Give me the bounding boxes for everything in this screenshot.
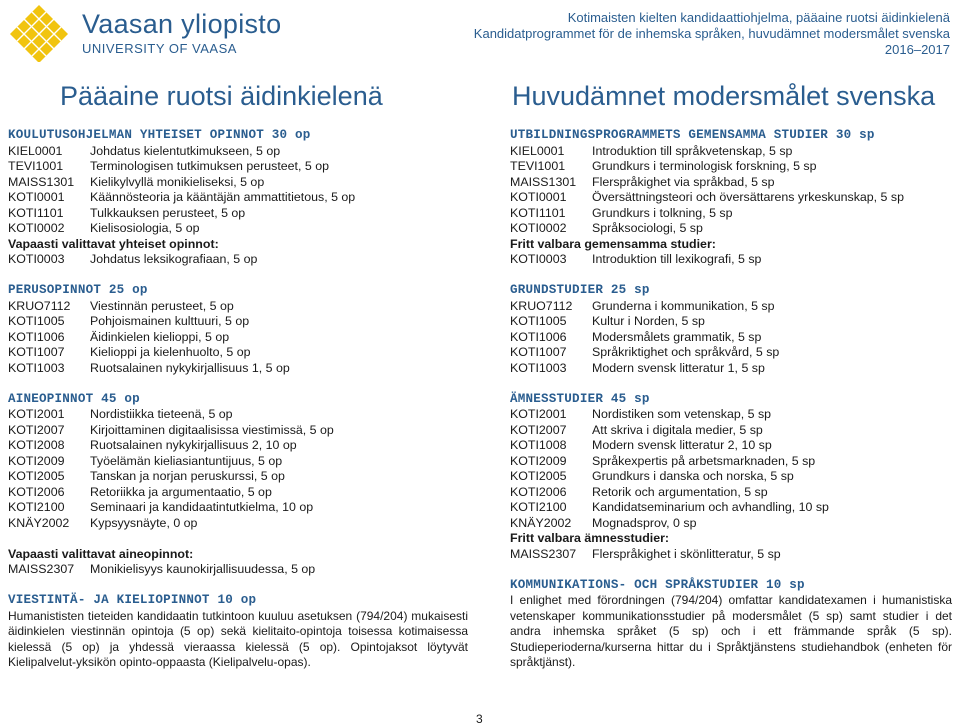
course-name: Språkexpertis på arbetsmarknaden, 5 sp xyxy=(592,453,816,468)
course-row xyxy=(8,206,468,222)
course-row xyxy=(8,190,468,206)
course-row xyxy=(8,500,468,516)
course-row xyxy=(510,252,952,268)
course-code: KOTI2005 xyxy=(8,469,65,483)
course-code: KOTI2009 xyxy=(8,453,65,468)
course-row xyxy=(510,454,952,470)
course-code: KOTI2005 xyxy=(510,469,567,483)
course-name: Pohjoismainen kulttuuri, 5 op xyxy=(90,314,250,328)
course-name: Modern svensk litteratur 2, 10 sp xyxy=(592,438,772,452)
course-code: KOTI2100 xyxy=(8,500,65,514)
course-name: Kielikylvyllä monikieliseksi, 5 op xyxy=(90,174,265,189)
course-name: Grundkurs i tolkning, 5 sp xyxy=(592,205,733,220)
course-name: Kielioppi ja kielenhuolto, 5 op xyxy=(90,345,251,359)
course-code: KOTI2007 xyxy=(510,422,567,437)
program-title-fi: Kotimaisten kielten kandidaattiohjelma, pääaine ruotsi äidinkielenä xyxy=(567,10,950,25)
course-name: Nordistiken som vetenskap, 5 sp xyxy=(592,407,772,421)
course-row xyxy=(8,485,468,501)
course-row xyxy=(510,500,952,516)
course-code: MAISS2307 xyxy=(8,562,75,576)
course-code: KOTI0001 xyxy=(8,190,65,204)
course-code: KOTI0001 xyxy=(510,190,567,204)
course-row xyxy=(510,469,952,485)
course-code: KOTI0002 xyxy=(510,221,567,235)
course-name: Introduktion till lexikografi, 5 sp xyxy=(592,252,762,266)
course-name: Språkriktighet och språkvård, 5 sp xyxy=(592,345,780,359)
finnish-column xyxy=(8,80,468,671)
course-row xyxy=(8,407,468,423)
course-row xyxy=(510,314,952,330)
course-code: KNÄY2002 xyxy=(510,515,572,530)
course-row xyxy=(510,361,952,377)
course-code: KOTI1007 xyxy=(8,345,65,359)
course-row xyxy=(510,175,952,191)
university-logo-icon xyxy=(8,4,70,62)
course-code: KOTI1006 xyxy=(510,329,567,344)
course-row xyxy=(510,423,952,439)
course-name: Johdatus leksikografiaan, 5 op xyxy=(90,252,258,266)
course-code: KOTI1003 xyxy=(510,360,567,375)
course-row xyxy=(8,175,468,191)
course-code: KOTI1101 xyxy=(510,205,566,220)
course-code: KOTI2006 xyxy=(510,484,567,499)
course-code: KIEL0001 xyxy=(8,143,63,158)
course-name: Johdatus kielentutkimukseen, 5 op xyxy=(90,143,281,158)
course-row xyxy=(510,485,952,501)
course-name: Viestinnän perusteet, 5 op xyxy=(90,298,234,313)
course-row xyxy=(8,469,468,485)
academic-years: 2016–2017 xyxy=(884,42,950,57)
course-name: Grunderna i kommunikation, 5 sp xyxy=(592,298,775,313)
optional-heading: Vapaasti valittavat aineopinnot: xyxy=(8,546,194,561)
course-row xyxy=(510,330,952,346)
course-name: Grundkurs i terminologisk forskning, 5 sp xyxy=(592,159,817,173)
course-row xyxy=(510,438,952,454)
course-code: TEVI1001 xyxy=(8,159,64,173)
course-name: Seminaari ja kandidaatintutkielma, 10 op xyxy=(90,500,314,514)
optional-heading: Fritt valbara gemensamma studier: xyxy=(510,236,716,251)
course-code: KIEL0001 xyxy=(510,143,565,158)
course-code: KOTI2100 xyxy=(510,500,567,514)
course-row xyxy=(510,547,952,563)
course-code: KOTI0003 xyxy=(8,252,65,266)
course-name: Ruotsalainen nykykirjallisuus 2, 10 op xyxy=(90,438,297,452)
column-title-fi: Pääaine ruotsi äidinkielenä xyxy=(60,81,383,111)
course-row xyxy=(8,516,468,532)
course-name: Monikielisyys kaunokirjallisuudessa, 5 op xyxy=(90,562,316,576)
course-code: KOTI2007 xyxy=(8,422,65,437)
course-code: KOTI2001 xyxy=(8,407,65,421)
course-name: Kielisosiologia, 5 op xyxy=(90,221,200,235)
course-name: Käännösteoria ja kääntäjän ammattitietous, 5 op xyxy=(90,190,356,204)
course-code: KOTI2001 xyxy=(510,407,567,421)
course-code: KOTI0003 xyxy=(510,252,567,266)
course-row xyxy=(510,299,952,315)
course-code: KOTI1006 xyxy=(8,329,65,344)
course-code: KOTI0002 xyxy=(8,221,65,235)
swedish-column xyxy=(510,80,952,671)
course-row xyxy=(510,221,952,237)
column-title-sv: Huvudämnet modersmålet svenska xyxy=(512,81,936,111)
course-row xyxy=(8,345,468,361)
course-name: Kultur i Norden, 5 sp xyxy=(592,314,705,328)
course-name: Introduktion till språkvetenskap, 5 sp xyxy=(592,143,793,158)
course-row xyxy=(510,144,952,160)
section-heading: UTBILDNINGSPROGRAMMETS GEMENSAMMA STUDIER 30 sp xyxy=(510,128,875,142)
optional-heading: Fritt valbara ämnesstudier: xyxy=(510,531,670,545)
course-row xyxy=(510,190,952,206)
course-code: KOTI1005 xyxy=(510,314,567,328)
section-paragraph: Humanististen tieteiden kandidaatin tutkintoon kuuluu asetuksen (794/204) mukaisesti äidinkielen viestinnän opintoja (5 op) sekä kielitaito-opintoja toisessa kotimaisessa kielessä (5 op) ja yhdessä vieraassa kielessä (5 op). Opintojaksot löytyvät Kielipalvelut-yksikön opinto-oppaasta (Kielipalvelu-opas). xyxy=(8,608,468,669)
course-code: KOTI1003 xyxy=(8,360,65,375)
section-heading: VIESTINTÄ- JA KIELIOPINNOT 10 op xyxy=(8,593,257,607)
course-code: MAISS2307 xyxy=(510,546,577,561)
section-heading: KOMMUNIKATIONS- OCH SPRÅKSTUDIER 10 sp xyxy=(510,577,805,592)
course-name: Tanskan ja norjan peruskurssi, 5 op xyxy=(90,469,285,483)
course-row xyxy=(8,423,468,439)
course-row xyxy=(510,516,952,532)
course-code: KOTI1007 xyxy=(510,345,567,359)
course-name: Terminologisen tutkimuksen perusteet, 5 op xyxy=(90,159,329,173)
course-row xyxy=(510,407,952,423)
course-row xyxy=(8,454,468,470)
course-code: KOTI2009 xyxy=(510,453,567,468)
course-row xyxy=(8,330,468,346)
course-name: Översättningsteori och översättarens yrkeskunskap, 5 sp xyxy=(592,190,904,204)
course-name: Mognadsprov, 0 sp xyxy=(592,515,697,530)
course-row xyxy=(510,159,952,175)
course-code: MAISS1301 xyxy=(510,174,577,189)
course-row xyxy=(8,361,468,377)
course-name: Äidinkielen kielioppi, 5 op xyxy=(90,329,230,344)
course-name: Retoriikka ja argumentaatio, 5 op xyxy=(90,484,272,499)
course-row xyxy=(510,206,952,222)
course-name: Kirjoittaminen digitaalisissa viestimissä, 5 op xyxy=(90,422,334,437)
course-name: Att skriva i digitala medier, 5 sp xyxy=(592,422,763,437)
course-name: Tulkkauksen perusteet, 5 op xyxy=(90,205,246,220)
section-paragraph: I enlighet med förordningen (794/204) omfattar kandidatexamen i humanistiska vetenskaper kommunikationsstudier på modersmålet (5 sp) samt studier i det andra inhemska språket (5 sp) och i ett främmande språk (5 sp). Studieperioderna/kurserna hittar du i Språktjänstens studiehandbok (enheten för språktjänst). xyxy=(510,593,952,669)
program-title-sv: Kandidatprogrammet för de inhemska språken, huvudämnet modersmålet svenska xyxy=(473,26,950,41)
optional-heading: Vapaasti valittavat yhteiset opinnot: xyxy=(8,236,219,251)
course-name: Modern svensk litteratur 1, 5 sp xyxy=(592,360,765,375)
course-name: Retorik och argumentation, 5 sp xyxy=(592,484,768,499)
course-row xyxy=(8,562,468,578)
program-info xyxy=(474,10,950,58)
course-code: KOTI1005 xyxy=(8,314,65,328)
course-row xyxy=(8,144,468,160)
course-code: KRUO7112 xyxy=(510,298,573,313)
course-row xyxy=(8,159,468,175)
course-code: KRUO7112 xyxy=(8,298,71,313)
course-name: Modersmålets grammatik, 5 sp xyxy=(592,329,762,344)
course-name: Flerspråkighet via språkbad, 5 sp xyxy=(592,174,775,189)
section-heading: ÄMNESSTUDIER 45 sp xyxy=(510,391,650,406)
course-code: MAISS1301 xyxy=(8,174,75,189)
course-row xyxy=(8,252,468,268)
course-code: KOTI2006 xyxy=(8,484,65,499)
section-heading: KOULUTUSOHJELMAN YHTEISET OPINNOT 30 op xyxy=(8,128,311,142)
course-name: Flerspråkighet i skönlitteratur, 5 sp xyxy=(592,546,781,561)
course-name: Grundkurs i danska och norska, 5 sp xyxy=(592,469,794,483)
course-row xyxy=(510,345,952,361)
course-row xyxy=(8,221,468,237)
brand-subtitle: UNIVERSITY OF VAASA xyxy=(82,41,237,56)
course-code: KNÄY2002 xyxy=(8,515,70,530)
course-name: Nordistiikka tieteenä, 5 op xyxy=(90,407,233,421)
section-heading: AINEOPINNOT 45 op xyxy=(8,391,140,406)
section-heading: PERUSOPINNOT 25 op xyxy=(8,283,148,297)
course-name: Työelämän kieliasiantuntijuus, 5 op xyxy=(90,453,283,468)
course-row xyxy=(8,314,468,330)
page-header xyxy=(0,0,960,70)
page-number: 3 xyxy=(476,712,483,726)
course-code: KOTI1101 xyxy=(8,205,64,220)
course-name: Kypsyysnäyte, 0 op xyxy=(90,515,198,530)
course-name: Språksociologi, 5 sp xyxy=(592,221,703,235)
course-name: Ruotsalainen nykykirjallisuus 1, 5 op xyxy=(90,360,290,375)
course-code: TEVI1001 xyxy=(510,159,566,173)
course-row xyxy=(8,299,468,315)
course-code: KOTI2008 xyxy=(8,438,65,452)
course-code: KOTI1008 xyxy=(510,438,567,452)
course-row xyxy=(8,438,468,454)
section-heading: GRUNDSTUDIER 25 sp xyxy=(510,283,650,297)
course-name: Kandidatseminarium och avhandling, 10 sp xyxy=(592,500,829,514)
brand-name: Vaasan yliopisto xyxy=(82,9,282,39)
